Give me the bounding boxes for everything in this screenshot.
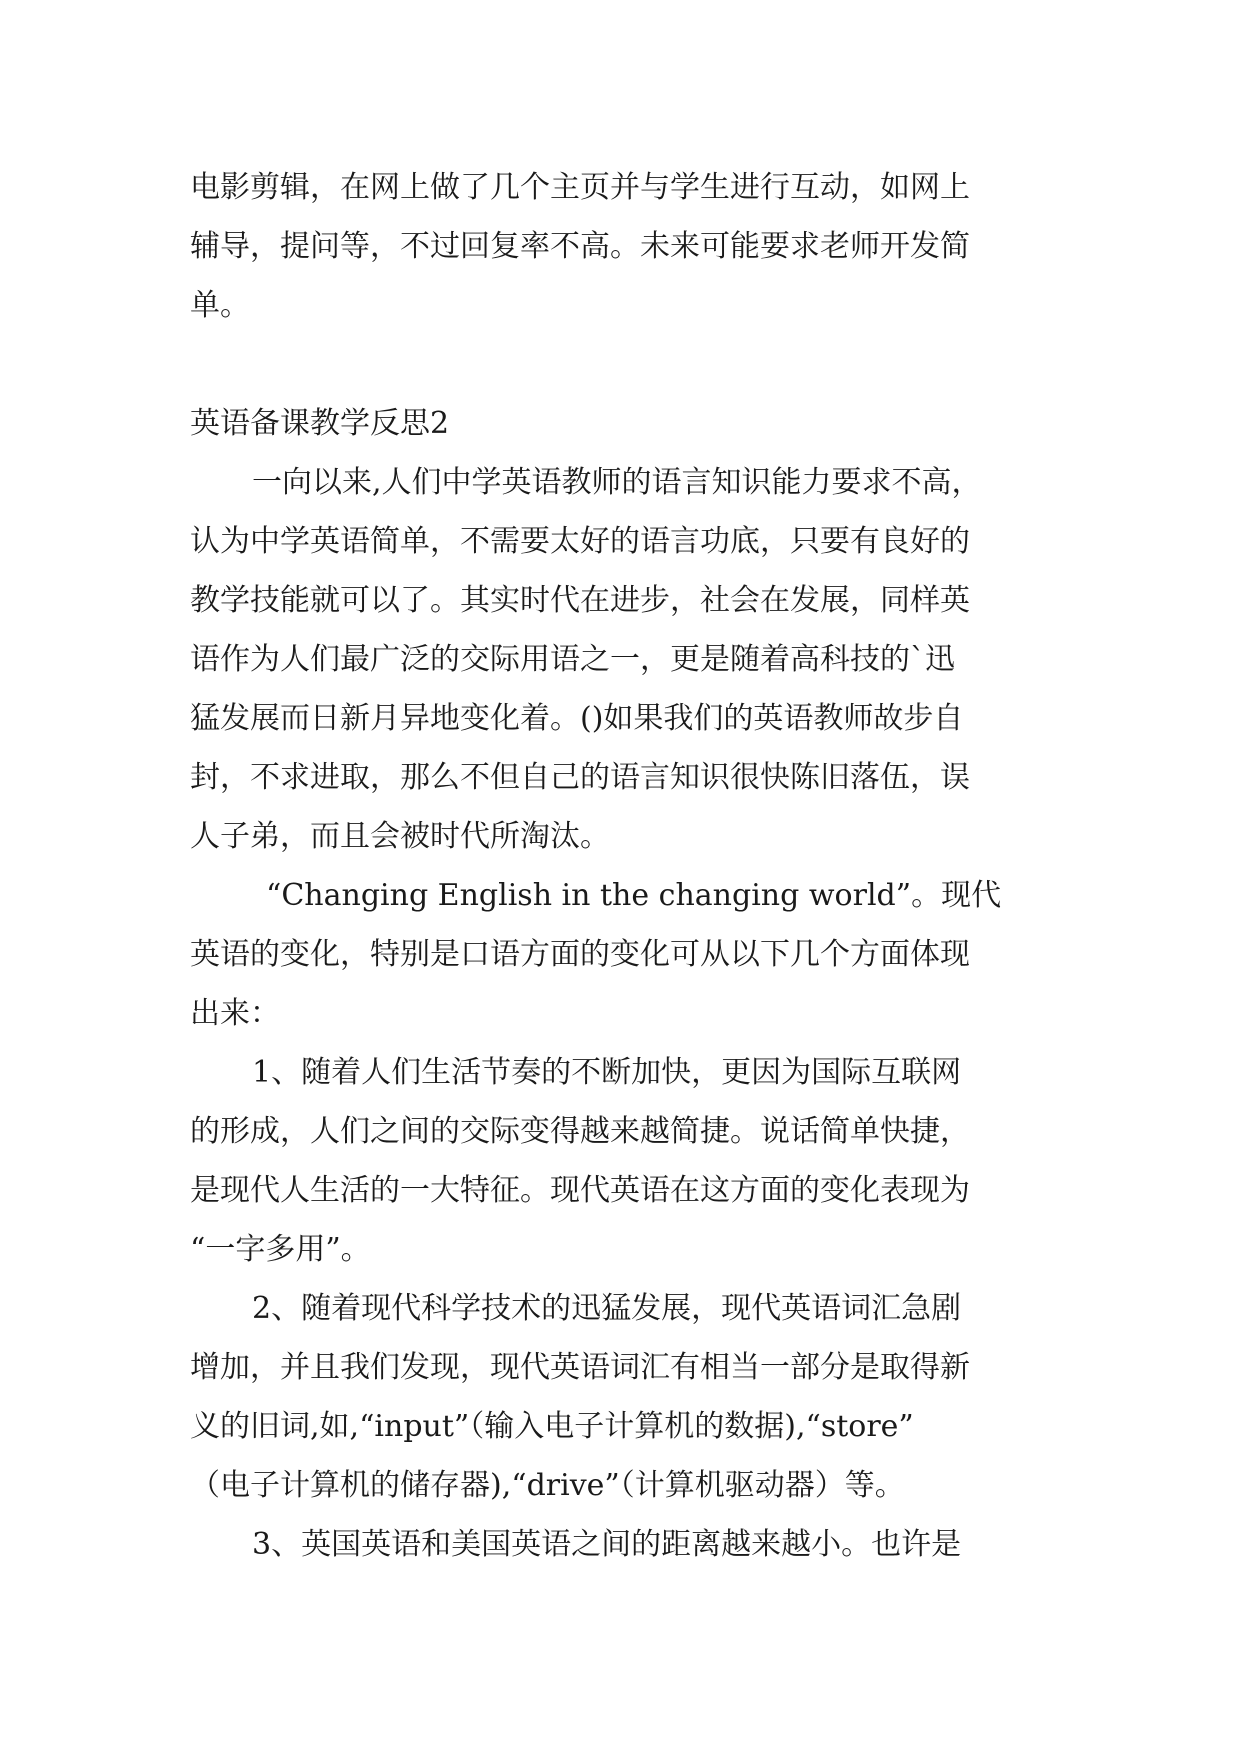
- text-line: 是现代人生活的一大特征。现代英语在这方面的变化表现为: [190, 1173, 970, 1208]
- text-line: 单。: [190, 288, 250, 323]
- text-line: 封，不求进取，那么不但自己的语言知识很快陈旧落伍，误: [190, 760, 970, 795]
- text-line: “Changing English in the changing world”。现代: [266, 878, 1002, 913]
- text-line: 的形成，人们之间的交际变得越来越简捷。说话简单快捷，: [190, 1114, 970, 1149]
- paragraph-intro: [190, 158, 1052, 335]
- text-line: 出来：: [190, 996, 280, 1031]
- text-line: “一字多用”。: [190, 1232, 371, 1267]
- text-line: 英语的变化，特别是口语方面的变化可从以下几个方面体现: [190, 937, 970, 972]
- text-line: 语作为人们最广泛的交际用语之一，更是随着高科技的`迅: [190, 642, 955, 677]
- paragraph-3: [190, 1043, 1052, 1279]
- text-line: 3、英国英语和美国英语之间的距离越来越小。也许是: [252, 1527, 962, 1562]
- text-line: 一向以来,人们中学英语教师的语言知识能力要求不高，: [252, 465, 982, 500]
- text-line: 增加，并且我们发现，现代英语词汇有相当一部分是取得新: [190, 1350, 970, 1385]
- paragraph-4: [190, 1279, 1052, 1515]
- paragraph-1: [190, 453, 1052, 866]
- text-line: 教学技能就可以了。其实时代在进步，社会在发展，同样英: [190, 583, 970, 618]
- text-line: 电影剪辑，在网上做了几个主页并与学生进行互动，如网上: [190, 170, 970, 205]
- text-line: 猛发展而日新月异地变化着。()如果我们的英语教师故步自: [190, 701, 964, 736]
- text-line: 认为中学英语简单，不需要太好的语言功底，只要有良好的: [190, 524, 970, 559]
- paragraph-2: [190, 866, 1052, 1043]
- text-line: 2、随着现代科学技术的迅猛发展，现代英语词汇急剧: [252, 1291, 962, 1326]
- document-body: [190, 158, 1052, 1574]
- paragraph-gap: [190, 335, 1052, 394]
- text-line: 辅导，提问等，不过回复率不高。未来可能要求老师开发简: [190, 229, 970, 264]
- section-title: 英语备课教学反思2: [190, 406, 450, 441]
- text-line: 人子弟，而且会被时代所淘汰。: [190, 819, 610, 854]
- paragraph-5: [190, 1515, 1052, 1574]
- text-line: 1、随着人们生活节奏的不断加快，更因为国际互联网: [252, 1055, 962, 1090]
- text-line: 义的旧词,如,“input”（输入电子计算机的数据),“store”: [190, 1409, 914, 1444]
- text-line: （电子计算机的储存器),“drive”（计算机驱动器）等。: [190, 1468, 905, 1503]
